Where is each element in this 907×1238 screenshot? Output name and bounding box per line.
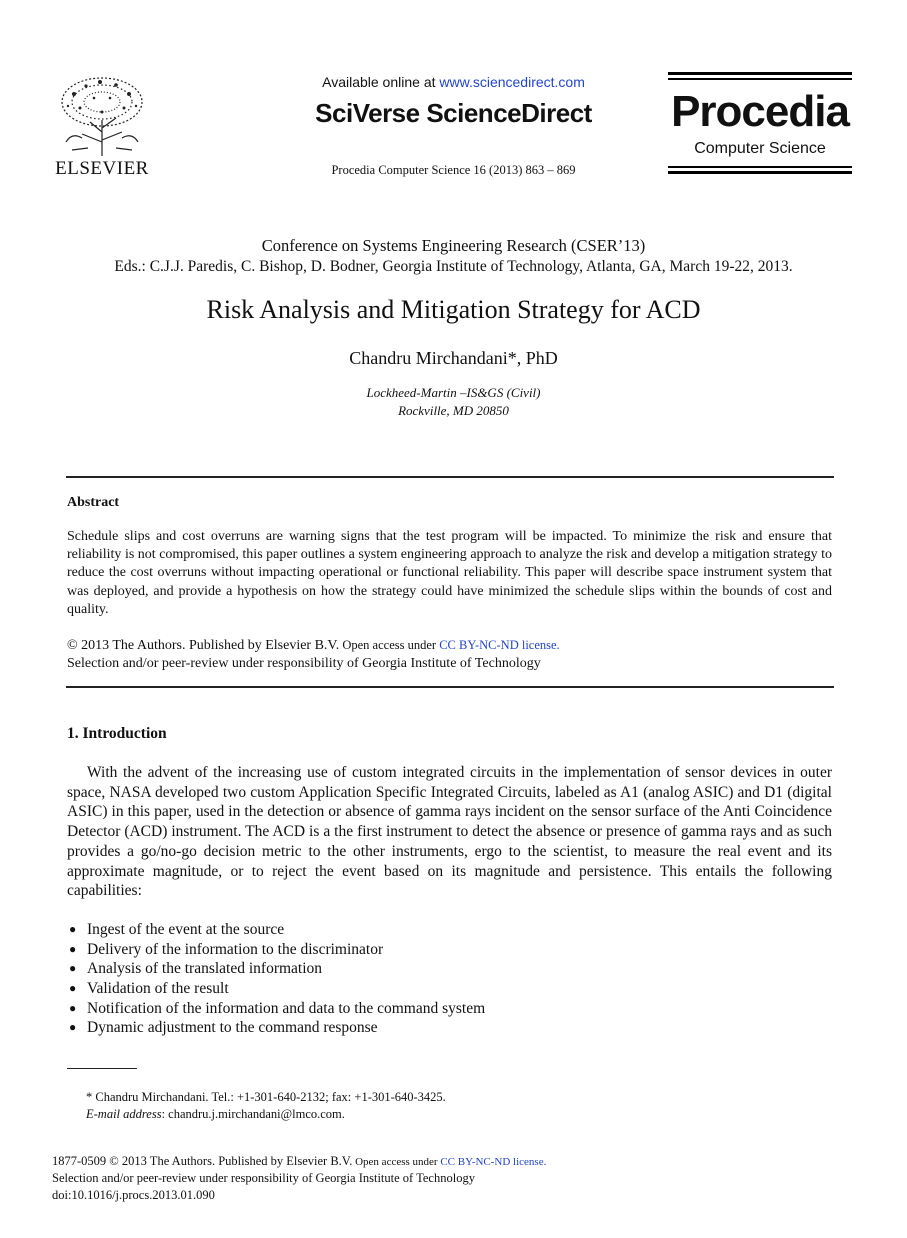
editors-line: Eds.: C.J.J. Paredis, C. Bishop, D. Bodner, Georgia Institute of Technology, Atlanta, GA, March 19-22, 2013.	[114, 258, 793, 275]
author-name: Chandru Mirchandani*, PhD	[349, 348, 558, 368]
list-item-text: Dynamic adjustment to the command response	[87, 1019, 378, 1037]
journal-logo-word: Procedia	[671, 87, 849, 136]
list-item	[67, 1018, 485, 1038]
section-heading-introduction: 1. Introduction	[67, 725, 167, 742]
email-footnote	[86, 1107, 345, 1122]
list-item	[67, 999, 485, 1019]
introduction-paragraph: With the advent of the increasing use of custom integrated circuits in the implementation of sensor devices in outer space, NASA developed two custom Application Specific Integrated Circuits, labeled as A1 (analog ASIC) and D1 (digital ASIC) in this paper, used in the detection or absence of gamma rays incident on the sensor surface of the Anti Coincidence Detector (ACD) instrument. The ACD is a the first instrument to detect the absence or presence of gamma rays and as such provides a go/no-go decision metric to the other instruments, ergo to the scientist, to measure the real event and its approximate magnitude, or to reject the event based on its magnitude and persistence. This entails the following capabilities:	[67, 764, 832, 900]
bullet-dot-icon: ●	[69, 1020, 77, 1035]
logo-rule-bottom-thin	[668, 166, 852, 168]
issn-copyright-text: 1877-0509 © 2013 The Authors. Published by Elsevier B.V.	[52, 1154, 353, 1168]
procedia-journal-logo	[668, 72, 852, 178]
abstract-heading: Abstract	[67, 495, 120, 510]
list-item-text: Analysis of the translated information	[87, 960, 323, 978]
logo-rule-top-thin	[668, 78, 852, 80]
doi-line[interactable]: doi:10.1016/j.procs.2013.01.090	[52, 1188, 215, 1202]
list-item-text: Validation of the result	[87, 980, 229, 998]
list-item-text: Ingest of the event at the source	[87, 921, 285, 938]
list-item-text: Delivery of the information to the discriminator	[87, 940, 384, 958]
footer-peer-review: Selection and/or peer-review under responsibility of Georgia Institute of Technology	[52, 1171, 475, 1185]
footer-license-link[interactable]: CC BY-NC-ND license.	[440, 1156, 547, 1168]
logo-rule-bottom	[668, 171, 852, 174]
bullet-dot-icon: ●	[69, 1000, 77, 1015]
footnote-rule	[67, 1068, 137, 1069]
copyright-line	[67, 638, 560, 654]
abstract-bottom-rule	[66, 686, 834, 688]
bullet-dot-icon: ●	[69, 922, 77, 936]
abstract-top-rule	[66, 476, 834, 478]
abstract-body: Schedule slips and cost overruns are warning signs that the test program will be impacted. To minimize the risk and ensure that reliability is not compromised, this paper outlines a system engineering approach to analyze the risk and develop a mitigation strategy to reduce the cost overruns without impacting operational or functional reliability. This paper will describe space instrument system that was deployed, and provide a hypothesis on how the strategy could have minimized the schedule slips within the bounds of cost and quality.	[67, 529, 832, 617]
email-value: : chandru.j.mirchandani@lmco.com.	[161, 1107, 345, 1121]
list-item	[67, 979, 485, 999]
footer-open-access-text: Open access under	[352, 1156, 441, 1168]
issn-copyright-line	[52, 1154, 546, 1169]
capabilities-list	[67, 920, 485, 1038]
platform-name: SciVerse ScienceDirect	[315, 98, 592, 128]
list-item	[67, 940, 485, 960]
affiliation-location: Rockville, MD 20850	[398, 403, 509, 418]
list-item	[67, 920, 485, 940]
copyright-text: © 2013 The Authors. Published by Elsevier B.V.	[67, 638, 340, 653]
conference-line: Conference on Systems Engineering Research (CSER’13)	[261, 236, 646, 255]
peer-review-line: Selection and/or peer-review under responsibility of Georgia Institute of Technology	[67, 656, 541, 671]
paper-title: Risk Analysis and Mitigation Strategy for ACD	[206, 295, 701, 324]
journal-logo-subtitle: Computer Science	[694, 140, 826, 157]
list-item-text: Notification of the information and data to the command system	[87, 999, 486, 1017]
journal-reference: Procedia Computer Science 16 (2013) 863 – 869	[331, 163, 576, 177]
affiliation-organization: Lockheed-Martin –IS&GS (Civil)	[366, 385, 541, 400]
open-access-text: Open access under	[339, 638, 440, 652]
bullet-dot-icon: ●	[69, 941, 77, 956]
email-label: E-mail address	[86, 1107, 162, 1121]
available-prefix: Available online at	[322, 74, 440, 90]
bullet-dot-icon: ●	[69, 961, 77, 976]
author-contact-footnote: * Chandru Mirchandani. Tel.: +1-301-640-2132; fax: +1-301-640-3425.	[86, 1090, 446, 1104]
list-item	[67, 959, 485, 979]
sciencedirect-link[interactable]: www.sciencedirect.com	[439, 74, 585, 90]
bullet-dot-icon: ●	[69, 981, 77, 996]
logo-rule-top	[668, 72, 852, 75]
license-link[interactable]: CC BY-NC-ND license.	[439, 638, 560, 652]
publisher-wordmark: ELSEVIER	[55, 158, 149, 179]
